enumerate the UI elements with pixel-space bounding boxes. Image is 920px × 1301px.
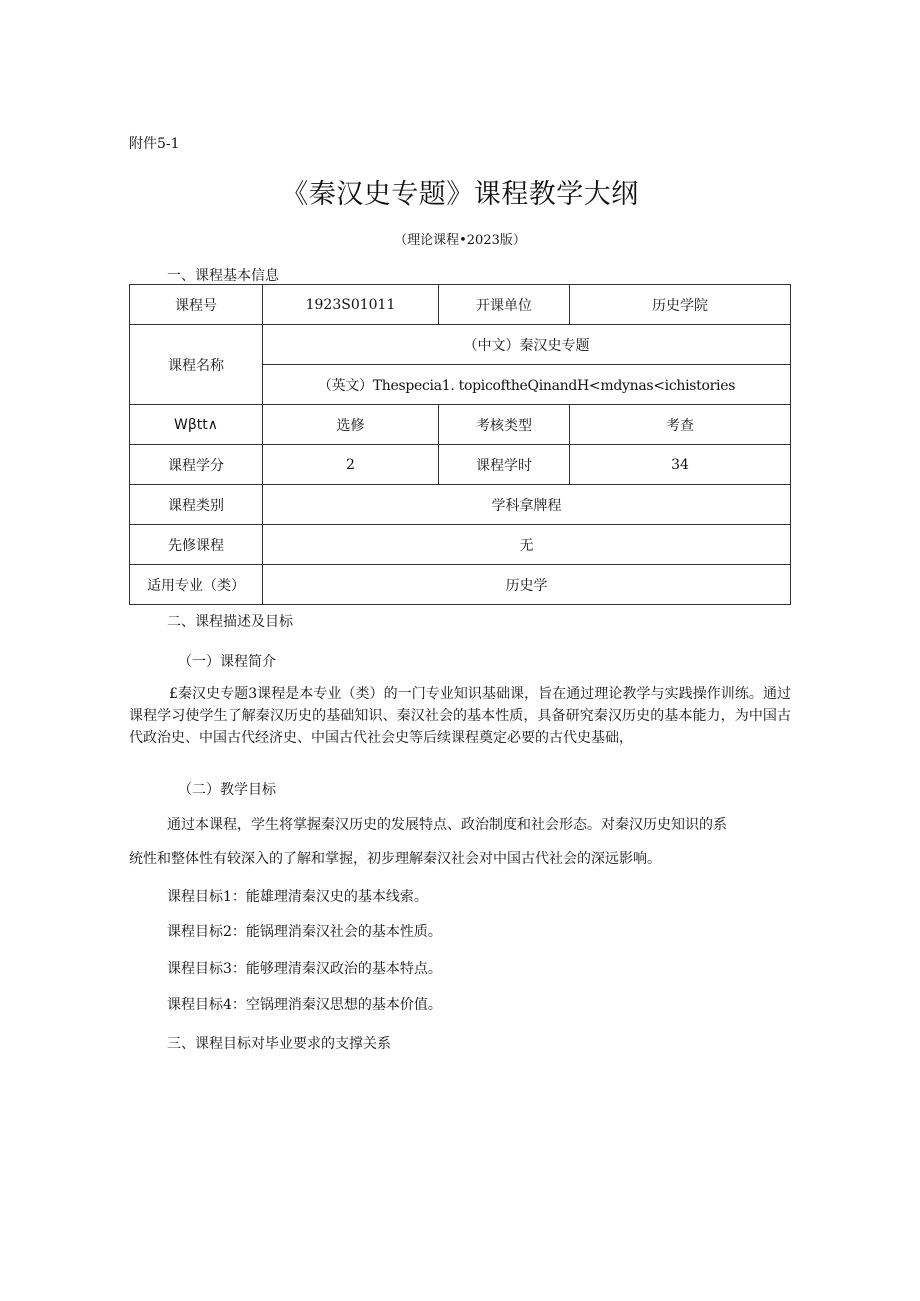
course-name-en: （英文）Thespecia1. topicoftheQinandH<mdynas<ichistories bbox=[263, 365, 791, 405]
table-row bbox=[130, 405, 791, 445]
table-row bbox=[130, 565, 791, 605]
category-label: 课程类别 bbox=[130, 485, 263, 525]
prereq-value: 无 bbox=[263, 525, 791, 565]
goal-paragraph-line-1: 通过本课程，学生将掌握秦汉历史的发展特点、政治制度和社会形态。对秦汉历史知识的系 bbox=[167, 817, 727, 833]
section-heading-support: 三、课程目标对毕业要求的支撑关系 bbox=[167, 1036, 391, 1052]
course-intro-paragraph: £秦汉史专题3课程是本专业（类）的一门专业知识基础课，旨在通过理论教学与实践操作训练。通过课程学习使学生了解秦汉历史的基础知识、秦汉社会的基本性质，具备研究秦汉历史的基本能力，为中国古代政治史、中国古代经济史、中国古代社会史等后续课程奠定必要的古代史基础， bbox=[129, 686, 791, 746]
course-objective-4: 课程目标4：空锅理消秦汉思想的基本价值。 bbox=[167, 997, 442, 1013]
subsection-heading-goals: （二）教学目标 bbox=[178, 782, 276, 798]
course-no-value: 1923S01011 bbox=[263, 285, 439, 325]
course-nature-value: 选修 bbox=[263, 405, 439, 445]
major-label: 适用专业（类） bbox=[130, 565, 263, 605]
credit-label: 课程学分 bbox=[130, 445, 263, 485]
subsection-heading-intro: （一）课程简介 bbox=[178, 654, 276, 670]
goal-paragraph-line-2: 统性和整体性有较深入的了解和掌握，初步理解秦汉社会对中国古代社会的深远影响。 bbox=[129, 851, 661, 867]
course-name-cn: （中文）秦汉史专题 bbox=[263, 325, 791, 365]
course-name-label: 课程名称 bbox=[130, 325, 263, 405]
section-heading-basic-info: 一、课程基本信息 bbox=[167, 268, 279, 284]
table-row bbox=[130, 485, 791, 525]
course-objective-2: 课程目标2：能锅理消秦汉社会的基本性质。 bbox=[167, 924, 442, 940]
hours-label: 课程学时 bbox=[439, 445, 570, 485]
credit-value: 2 bbox=[263, 445, 439, 485]
category-value: 学科拿牌程 bbox=[263, 485, 791, 525]
table-row bbox=[130, 525, 791, 565]
table-row bbox=[130, 325, 791, 365]
course-nature-label: Wβtt∧ bbox=[130, 405, 263, 445]
course-no-label: 课程号 bbox=[130, 285, 263, 325]
dept-value: 历史学院 bbox=[570, 285, 791, 325]
table-row bbox=[130, 445, 791, 485]
assessment-value: 考查 bbox=[570, 405, 791, 445]
section-heading-description: 二、课程描述及目标 bbox=[167, 614, 293, 630]
assessment-label: 考核类型 bbox=[439, 405, 570, 445]
hours-value: 34 bbox=[570, 445, 791, 485]
course-info-table bbox=[129, 284, 791, 605]
dept-label: 开课单位 bbox=[439, 285, 570, 325]
major-value: 历史学 bbox=[263, 565, 791, 605]
attachment-label: 附件5-1 bbox=[129, 136, 180, 152]
page-subtitle: （理论课程•2023版） bbox=[394, 233, 526, 248]
course-objective-1: 课程目标1：能雄理清秦汉史的基本线索。 bbox=[167, 889, 428, 905]
page-title: 《秦汉史专题》课程教学大纲 bbox=[281, 179, 639, 210]
course-objective-3: 课程目标3：能够理清秦汉政治的基本特点。 bbox=[167, 961, 442, 977]
table-row bbox=[130, 285, 791, 325]
prereq-label: 先修课程 bbox=[130, 525, 263, 565]
